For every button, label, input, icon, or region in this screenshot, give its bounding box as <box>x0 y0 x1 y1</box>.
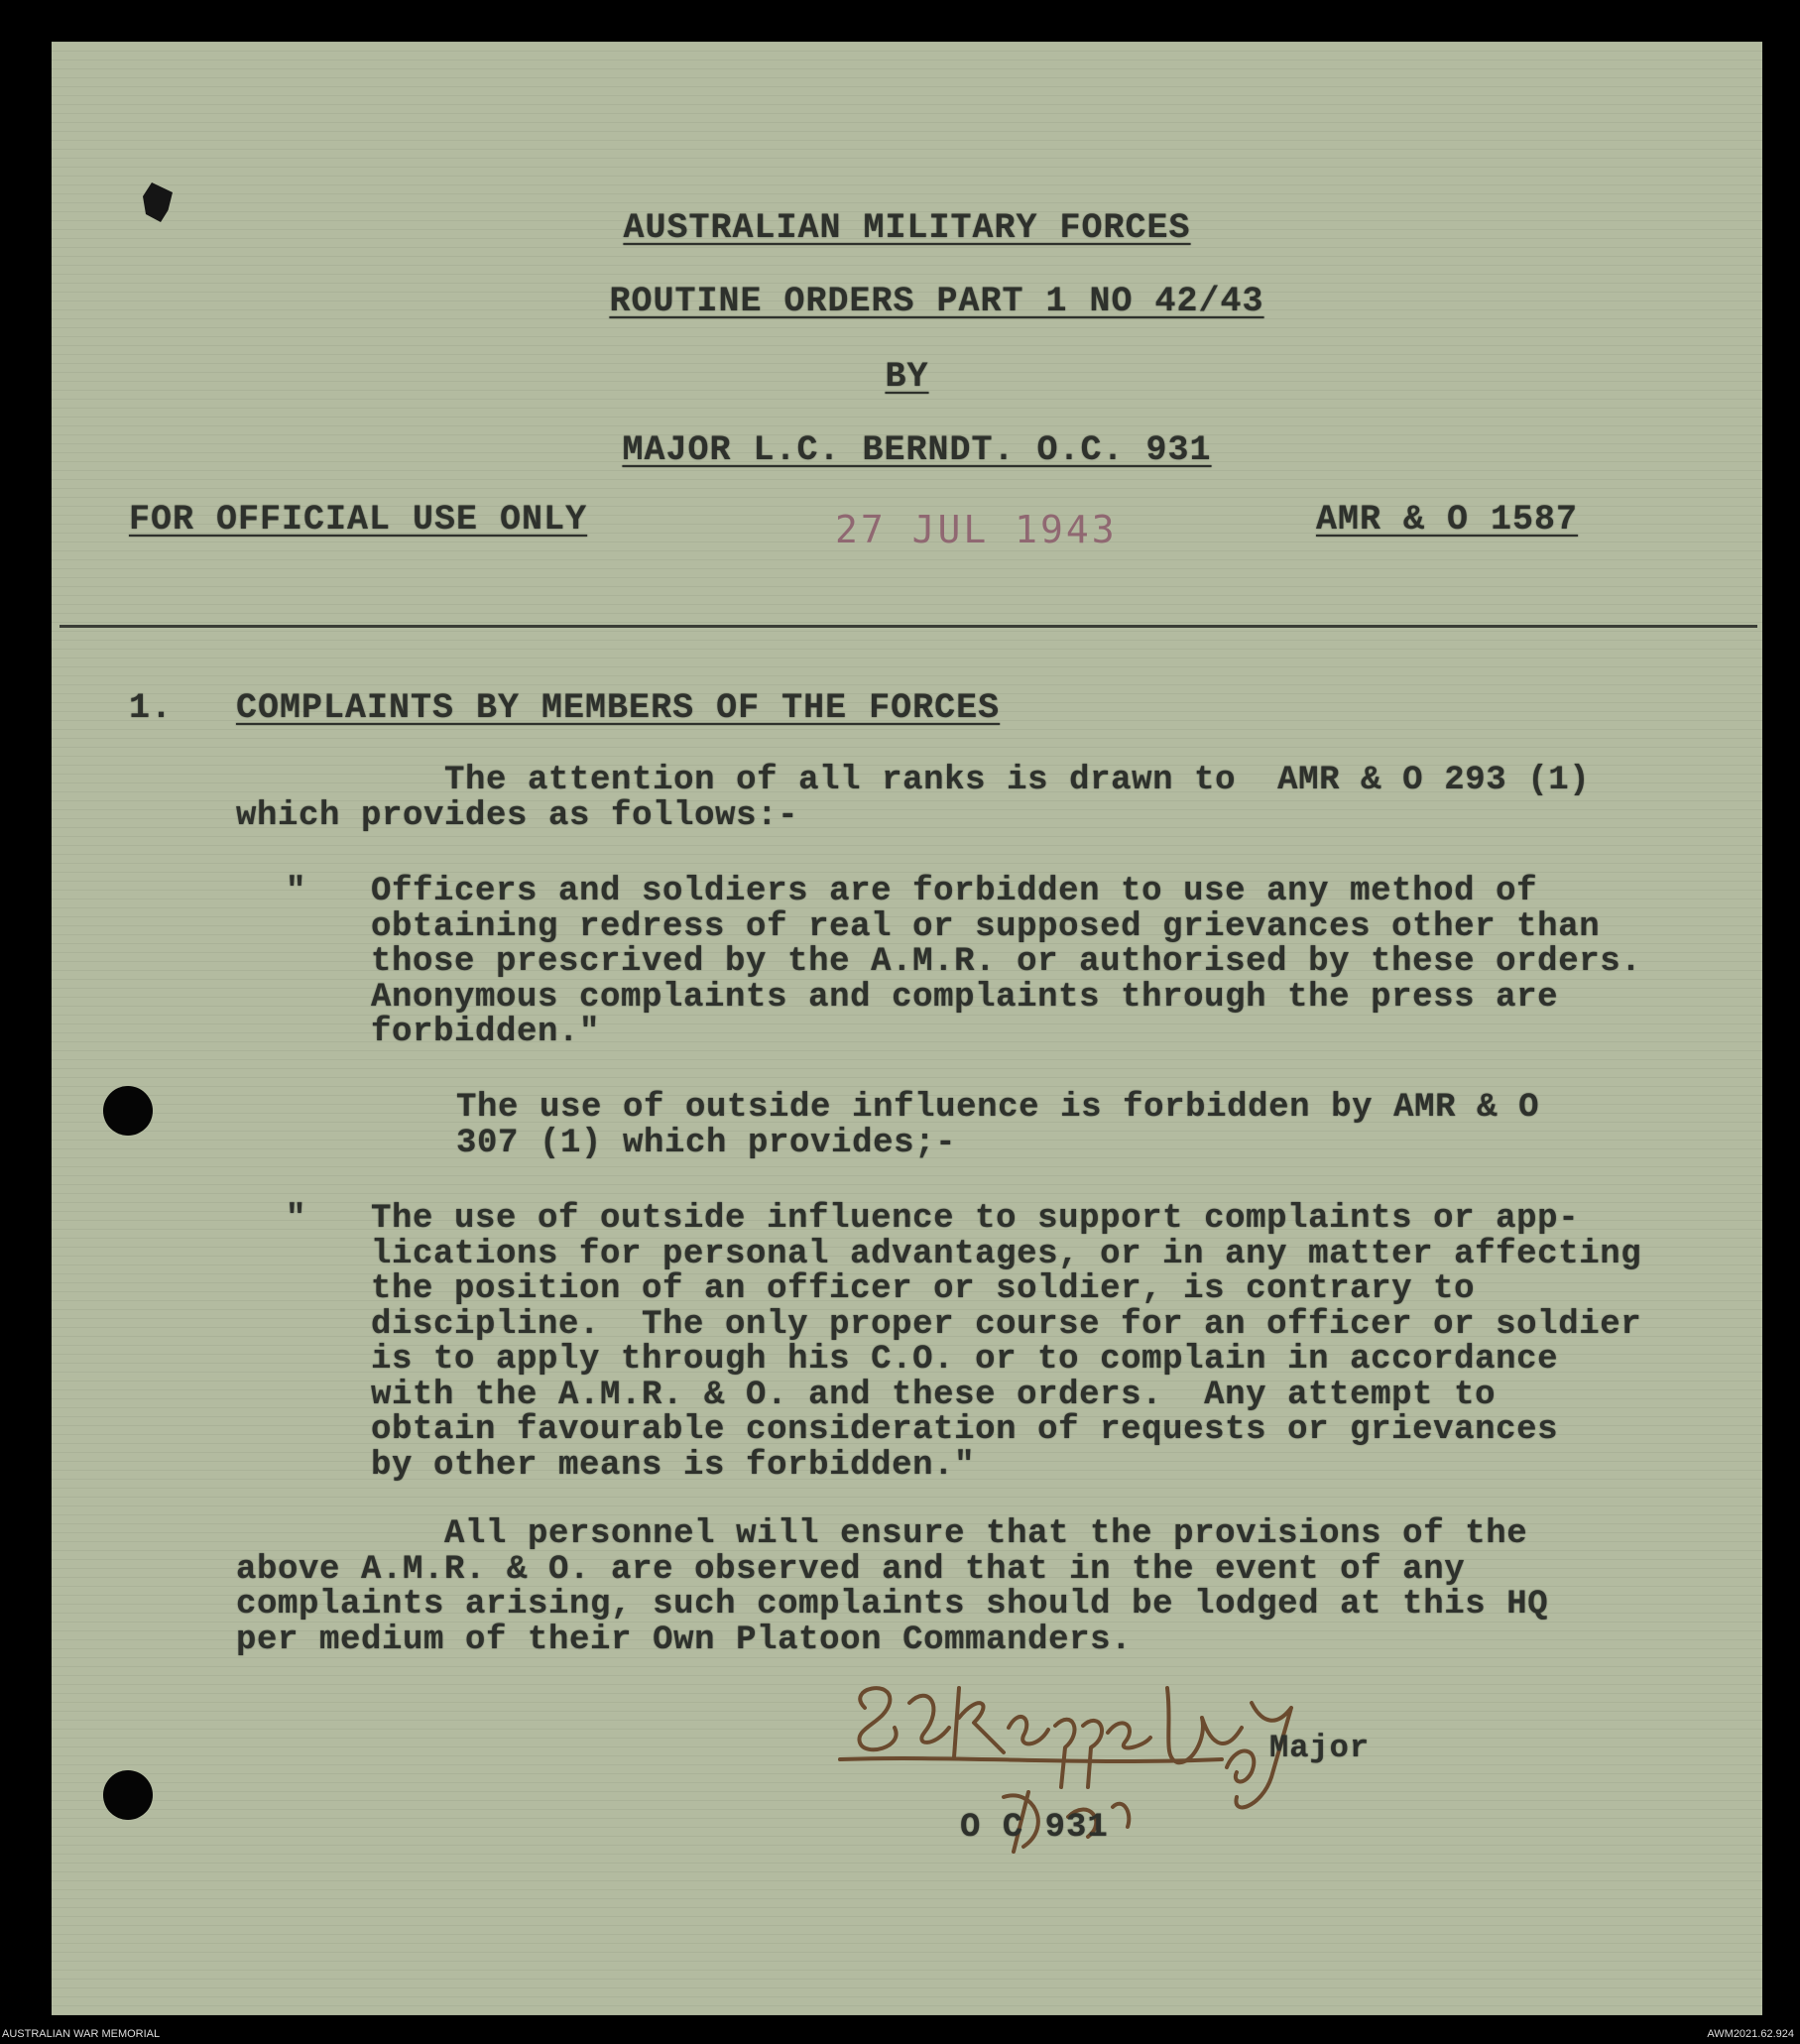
paragraph-outside-influence: The use of outside influence is forbidden by AMR & O 307 (1) which provides;- <box>456 1089 1540 1162</box>
date-stamp: 27 JUL 1943 <box>835 508 1118 551</box>
orders-number: ROUTINE ORDERS PART 1 NO 42/43 <box>609 282 1264 321</box>
quote-amr-293: Officers and soldiers are forbidden to use any method of obtaining redress of real or supposed grievances other than those prescrived by the A.M.R. or authorised by these orders. Anonymous complaints and complaints through the press are forbidden." <box>371 873 1642 1051</box>
section-heading: COMPLAINTS BY MEMBERS OF THE FORCES <box>236 688 1001 728</box>
signatory-unit: O C 931 <box>960 1809 1109 1847</box>
archive-id: AWM2021.62.924 <box>1707 2028 1794 2040</box>
paragraph-attention: The attention of all ranks is drawn to AMR & O 293 (1) which provides as follows:- <box>236 762 1591 835</box>
document-title: AUSTRALIAN MILITARY FORCES <box>623 208 1191 248</box>
reference-number: AMR & O 1587 <box>1316 500 1579 540</box>
issuing-officer: MAJOR L.C. BERNDT. O.C. 931 <box>622 430 1212 470</box>
quote-mark-2: " <box>286 1200 307 1238</box>
document-page <box>52 42 1762 2015</box>
signatory-rank: Major <box>1269 1730 1371 1766</box>
archive-credit: AUSTRALIAN WAR MEMORIAL <box>2 2028 161 2040</box>
punch-hole-upper <box>103 1086 153 1136</box>
by-line: BY <box>885 357 929 397</box>
quote-mark-1: " <box>286 873 307 910</box>
section-number: 1. <box>129 688 174 728</box>
quote-amr-307: The use of outside influence to support complaints or app- lications for personal advantages, or in any matter affecting the position of an officer or soldier, is contrary to discipline. The only proper course for an officer or soldier is to apply through his C.O. or to complain in accordance with the A.M.R. & O. and these orders. Any attempt to obtain favourable consideration of requests or grievances by other means is forbidden." <box>371 1200 1642 1485</box>
handwritten-signature <box>835 1648 1331 1886</box>
classification-label: FOR OFFICIAL USE ONLY <box>129 500 588 540</box>
punch-hole-lower <box>103 1770 153 1820</box>
header-divider <box>60 625 1757 628</box>
paragraph-personnel: All personnel will ensure that the provisions of the above A.M.R. & O. are observed and that in the event of any complaints arising, such complaints should be lodged at this HQ per medium of their Own Platoon Commanders. <box>236 1515 1549 1659</box>
